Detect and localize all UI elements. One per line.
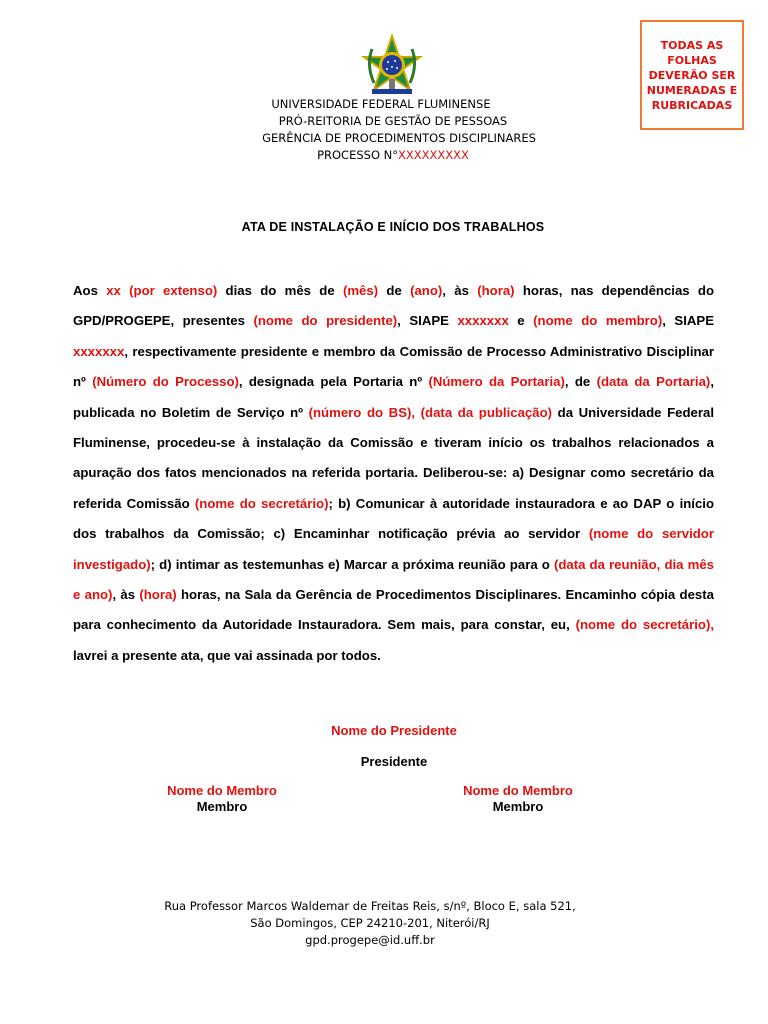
body-text: , respectivamente presidente e membro da Comissão de Processo Administrativo Disciplinar nº xyxy=(73,343,714,390)
body-text: , às xyxy=(112,587,140,603)
member2-name-placeholder: Nome do Membro xyxy=(463,783,573,798)
president-role: Presidente xyxy=(360,754,428,769)
minutes-body xyxy=(73,276,714,671)
body-text: da Universidade Federal Fluminense, procedeu-se à instalação da Comissão e tiveram início os trabalhos relacionados a apuração dos fatos mencionados na referida portaria. Deliberou-se: a) Designar como secretário da referida Comissão xyxy=(73,404,714,511)
body-text: , publicada no Boletim de Serviço nº xyxy=(73,374,714,420)
placeholder-field: (mês) xyxy=(342,283,379,298)
placeholder-field: xxxxxxx xyxy=(457,313,509,329)
brazil-coat-of-arms-icon xyxy=(361,34,423,96)
notice-line: NUMERADAS E xyxy=(646,83,738,97)
university-name: UNIVERSIDADE FEDERAL FLUMINENSE xyxy=(271,97,491,111)
placeholder-field: (Número da Portaria) xyxy=(428,374,565,390)
placeholder-field: (ano) xyxy=(410,283,443,298)
member2-role: Membro xyxy=(492,799,544,814)
process-label: PROCESSO N° xyxy=(317,148,399,162)
placeholder-field: (número do BS), (data da publicação) xyxy=(308,404,553,420)
body-text: de xyxy=(378,283,411,298)
placeholder-field: (hora) xyxy=(477,283,515,298)
process-number-line xyxy=(200,147,586,164)
placeholder-field: (nome do servidor investigado) xyxy=(73,526,714,572)
address-line: Rua Professor Marcos Waldemar de Freitas Reis, s/nº, Bloco E, sala 521, xyxy=(164,899,576,913)
placeholder-field: (hora) xyxy=(139,587,177,603)
notice-line: FOLHAS xyxy=(667,53,717,67)
body-text: lavrei a presente ata, que vai assinada por todos. xyxy=(73,647,381,663)
body-text: , SIAPE xyxy=(397,313,458,329)
president-name-placeholder: Nome do Presidente xyxy=(331,723,457,738)
department-name: GERÊNCIA DE PROCEDIMENTOS DISCIPLINARES xyxy=(262,131,536,145)
pro-rectorate-name: PRÓ-REITORIA DE GESTÃO DE PESSOAS xyxy=(278,114,508,128)
body-text: Aos xyxy=(73,283,107,298)
body-text: , SIAPE xyxy=(662,313,714,329)
placeholder-field: (nome do secretário), xyxy=(575,617,714,633)
placeholder-field: (nome do presidente) xyxy=(253,313,398,329)
body-text: horas, nas dependências do GPD/PROGEPE, presentes xyxy=(73,283,715,329)
placeholder-field: (Número do Processo) xyxy=(92,374,239,390)
document-header xyxy=(200,96,586,164)
body-text: dias do mês de xyxy=(217,283,343,298)
notice-line: DEVERÃO SER xyxy=(648,68,736,82)
body-text: ; d) intimar as testemunhas e) Marcar a próxima reunião para o xyxy=(150,556,554,572)
placeholder-field: (nome do membro) xyxy=(533,313,663,329)
notice-line: TODAS AS xyxy=(660,38,724,52)
address-line: São Domingos, CEP 24210-201, Niterói/RJ xyxy=(250,916,490,930)
body-text: , de xyxy=(564,374,597,390)
body-text: horas, na Sala da Gerência de Procedimentos Disciplinares. Encaminho cópia desta para conhecimento da Autoridade Instauradora. Sem mais, para constar, eu, xyxy=(73,587,714,633)
document-title: ATA DE INSTALAÇÃO E INÍCIO DOS TRABALHOS xyxy=(241,220,545,234)
placeholder-field: xxxxxxx xyxy=(73,343,125,359)
placeholder-field: (data da Portaria) xyxy=(596,374,711,390)
member1-name-placeholder: Nome do Membro xyxy=(167,783,277,798)
numbering-notice-box xyxy=(640,20,744,130)
process-number: XXXXXXXXX xyxy=(398,148,469,162)
placeholder-field: xx (por extenso) xyxy=(106,283,218,298)
body-text: ; b) Comunicar à autoridade instauradora e ao DAP o início dos trabalhos da Comissão; c) Encaminhar notificação prévia ao servidor xyxy=(73,495,715,542)
body-text: , designada pela Portaria nº xyxy=(238,374,429,390)
placeholder-field: (nome do secretário) xyxy=(194,495,329,511)
body-text: e xyxy=(508,313,534,329)
member1-role: Membro xyxy=(196,799,248,814)
body-text: , às xyxy=(442,283,478,298)
notice-line: RUBRICADAS xyxy=(651,98,733,112)
contact-email: gpd.progepe@id.uff.br xyxy=(305,933,435,947)
address-footer xyxy=(150,898,590,949)
placeholder-field: (data da reunião, dia mês e ano) xyxy=(73,556,715,603)
